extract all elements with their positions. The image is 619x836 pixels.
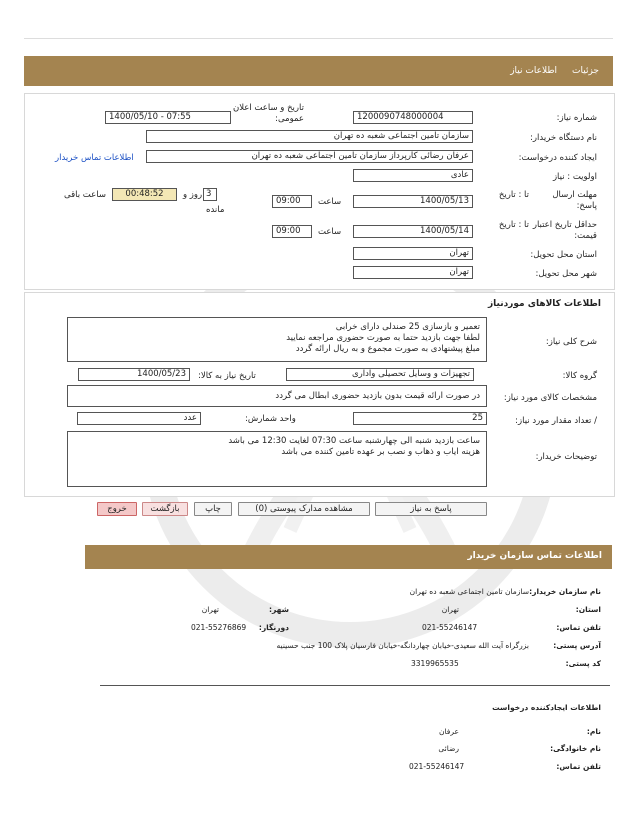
summary-line: لطفا جهت بازدید حتما به صورت حضوری مراجعه نمایید: [286, 333, 480, 343]
province-label: استان محل تحویل:: [530, 250, 597, 260]
creator-name-value: عرفان: [439, 727, 459, 736]
validity-date-field: 1400/05/14: [353, 225, 473, 238]
creator-phone-label: تلفن تماس:: [556, 762, 601, 771]
deadline-label: مهلت ارسال پاسخ:: [552, 190, 597, 211]
buyer-notes-line: هزینه ایاب و ذهاب و نصب بر عهده تامین کننده می باشد: [281, 447, 480, 457]
remaining-label: مانده: [206, 205, 225, 215]
creator-family-value: رضائی: [438, 744, 459, 753]
buyer-contact-link[interactable]: اطلاعات تماس خریدار: [55, 153, 134, 163]
reply-button[interactable]: پاسخ به نیاز: [375, 502, 487, 516]
contact-divider: [100, 685, 610, 686]
buyer-notes-line: ساعت بازدید شنبه الی چهارشنبه ساعت 07:30 لغایت 12:30 می باشد: [228, 436, 480, 446]
attachments-button[interactable]: مشاهده مدارک پیوستی (0): [238, 502, 370, 516]
days-remaining-field: 3: [203, 188, 217, 201]
buyer-notes-label: توضیحات خریدار:: [535, 452, 597, 462]
contact-city-label: شهر:: [269, 605, 289, 614]
contact-address-value: بزرگراه آیت الله سعیدی-خیابان چهاردانگه-خیابان فارسیان پلاک 100 جنب حسینیه: [276, 641, 529, 650]
need-number-field: 1200090748000004: [353, 111, 473, 124]
days-label: روز و: [183, 190, 203, 200]
summary-line: مبلغ پیشنهادی به صورت مجموع و به ریال ارائه گردد: [295, 344, 480, 354]
priority-label: اولویت : نیاز: [552, 172, 597, 182]
validity-until-label: تا : تاریخ: [498, 220, 529, 230]
deadline-until-label: تا : تاریخ: [498, 190, 529, 200]
deadline-time-label: ساعت: [318, 197, 342, 207]
contact-province-label: استان:: [575, 605, 601, 614]
need-number-label: شماره نیاز:: [556, 113, 597, 123]
province-field: تهران: [353, 247, 473, 260]
countdown-timer: 00:48:52: [112, 188, 177, 201]
print-button[interactable]: چاپ: [194, 502, 232, 516]
contact-fax-value: 021-55276869: [191, 623, 247, 632]
creator-name-label: نام:: [586, 727, 601, 736]
back-button[interactable]: بازگشت: [142, 502, 188, 516]
need-date-field: 1400/05/23: [78, 368, 190, 381]
buyer-org-field: سازمان تامین اجتماعی شعبه ده تهران: [146, 130, 473, 143]
validity-label: حداقل تاریخ اعتبار قیمت:: [532, 220, 597, 241]
group-label: گروه کالا:: [562, 371, 597, 381]
buyer-org-label: نام دستگاه خریدار:: [530, 133, 597, 143]
creator-family-label: نام خانوادگی:: [550, 744, 601, 753]
contact-org-value: سازمان تامین اجتماعی شعبه ده تهران: [409, 587, 529, 596]
tab-details[interactable]: جزئیات: [572, 66, 599, 76]
creator-phone-value: 021-55246147: [409, 762, 465, 771]
need-date-label: تاریخ نیاز به کالا:: [198, 371, 256, 381]
contact-section-title: اطلاعات تماس سازمان خریدار: [467, 551, 602, 561]
buyer-notes-textarea: [67, 431, 487, 487]
spec-field: در صورت ارائه قیمت بدون بازدید حضوری ابطال می گردد: [67, 385, 487, 407]
contact-org-label: نام سازمان خریدار:: [529, 587, 601, 596]
city-label: شهر محل تحویل:: [535, 269, 597, 279]
contact-fax-label: دورنگار:: [258, 623, 289, 632]
tab-need-info[interactable]: اطلاعات نیاز: [510, 66, 557, 76]
validity-time-label: ساعت: [318, 227, 342, 237]
requester-label: ایجاد کننده درخواست:: [518, 153, 597, 163]
countdown-label: ساعت باقی: [64, 190, 106, 200]
spec-label: مشخصات کالای مورد نیاز:: [503, 393, 597, 403]
contact-phone-value: 021-55246147: [422, 623, 478, 632]
contact-postal-value: 3319965535: [411, 659, 459, 668]
priority-field: عادی: [353, 169, 473, 182]
deadline-time-field: 09:00: [272, 195, 312, 208]
group-field: تجهیزات و وسایل تحصیلی واداری: [286, 368, 474, 381]
contact-phone-label: تلفن تماس:: [556, 623, 601, 632]
header-bar: [24, 56, 613, 86]
deadline-date-field: 1400/05/13: [353, 195, 473, 208]
city-field: تهران: [353, 266, 473, 279]
exit-button[interactable]: خروج: [97, 502, 137, 516]
unit-field: عدد: [77, 412, 201, 425]
goods-title: اطلاعات کالاهای موردنیاز: [487, 299, 601, 309]
summary-textarea: [67, 317, 487, 362]
top-divider: [24, 38, 613, 39]
contact-section-header: [85, 545, 612, 569]
announce-label: تاریخ و ساعت اعلان عمومی:: [232, 103, 304, 124]
contact-province-value: تهران: [441, 605, 459, 614]
qty-field: 25: [353, 412, 487, 425]
creator-section-title: اطلاعات ایجادکننده درخواست: [492, 703, 601, 712]
contact-address-label: آدرس پستی:: [553, 641, 601, 650]
summary-line: تعمیر و بازسازی 25 صندلی دارای خرابی: [335, 322, 480, 332]
contact-postal-label: کد پستی:: [565, 659, 601, 668]
requester-field: عرفان رضائی کارپرداز سازمان تامین اجتماعی شعبه ده تهران: [146, 150, 473, 163]
announce-date-field: 1400/05/10 - 07:55: [105, 111, 231, 124]
contact-city-value: تهران: [201, 605, 219, 614]
validity-time-field: 09:00: [272, 225, 312, 238]
qty-label: / تعداد مقدار مورد نیاز:: [515, 416, 597, 426]
unit-label: واحد شمارش:: [245, 414, 296, 424]
summary-label: شرح کلی نیاز:: [545, 337, 597, 347]
